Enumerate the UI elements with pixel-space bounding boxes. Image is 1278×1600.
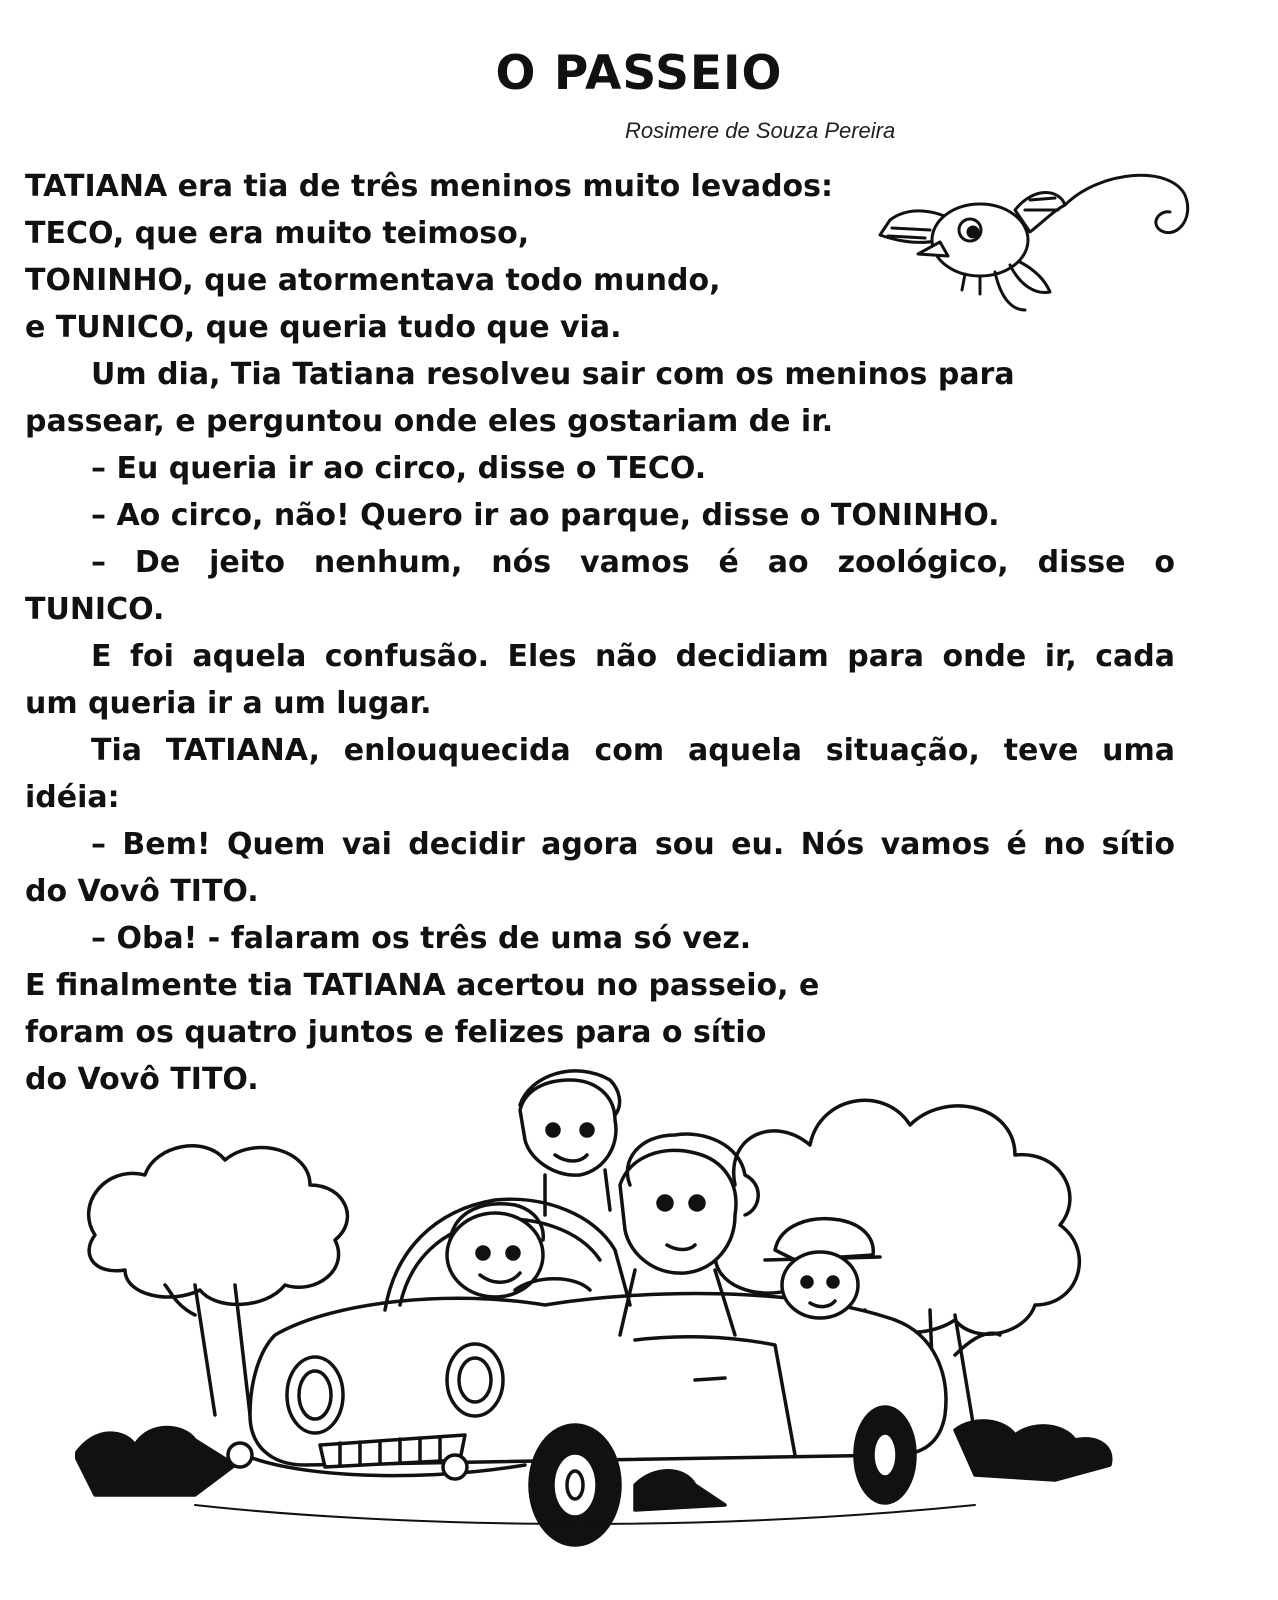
bird-illustration [870, 170, 1200, 320]
story-line: TECO, que era muito teimoso, [25, 216, 530, 251]
story-line: E foi aquela confusão. Eles não decidiam para onde ir, cada [91, 639, 1175, 674]
story-line: foram os quatro juntos e felizes para o sítio [25, 1015, 767, 1050]
story-line: e TUNICO, que queria tudo que via. [25, 310, 622, 345]
story-line: – Ao circo, não! Quero ir ao parque, disse o TONINHO. [91, 498, 1000, 533]
story-line: do Vovô TITO. [25, 1062, 259, 1097]
author-name: Rosimere de Souza Pereira [625, 118, 896, 143]
story-line: – Bem! Quem vai decidir agora sou eu. Nós vamos é no sítio [91, 827, 1175, 862]
story-line: – De jeito nenhum, nós vamos é ao zoológico, disse o [91, 545, 1175, 580]
story-line: TONINHO, que atormentava todo mundo, [25, 263, 721, 298]
story-line: Um dia, Tia Tatiana resolveu sair com os meninos para [91, 357, 1015, 392]
story-line: do Vovô TITO. [25, 874, 259, 909]
story-line: um queria ir a um lugar. [25, 686, 432, 721]
tree-left-canopy [89, 1146, 348, 1305]
story-line: – Eu queria ir ao circo, disse o TECO. [91, 451, 707, 486]
car-with-family-and-trees-illustration [75, 1035, 1135, 1590]
story-line: Tia TATIANA, enlouquecida com aquela situação, teve uma [91, 733, 1175, 768]
story-line: passear, e perguntou onde eles gostariam de ir. [25, 404, 834, 439]
story-title: O PASSEIO [495, 46, 783, 101]
story-line: E finalmente tia TATIANA acertou no passeio, e [25, 968, 820, 1003]
story-line: idéia: [25, 780, 120, 815]
story-line: – Oba! - falaram os três de uma só vez. [91, 921, 752, 956]
story-line: TUNICO. [25, 592, 165, 627]
story-line: TATIANA era tia de três meninos muito levados: [25, 169, 834, 204]
